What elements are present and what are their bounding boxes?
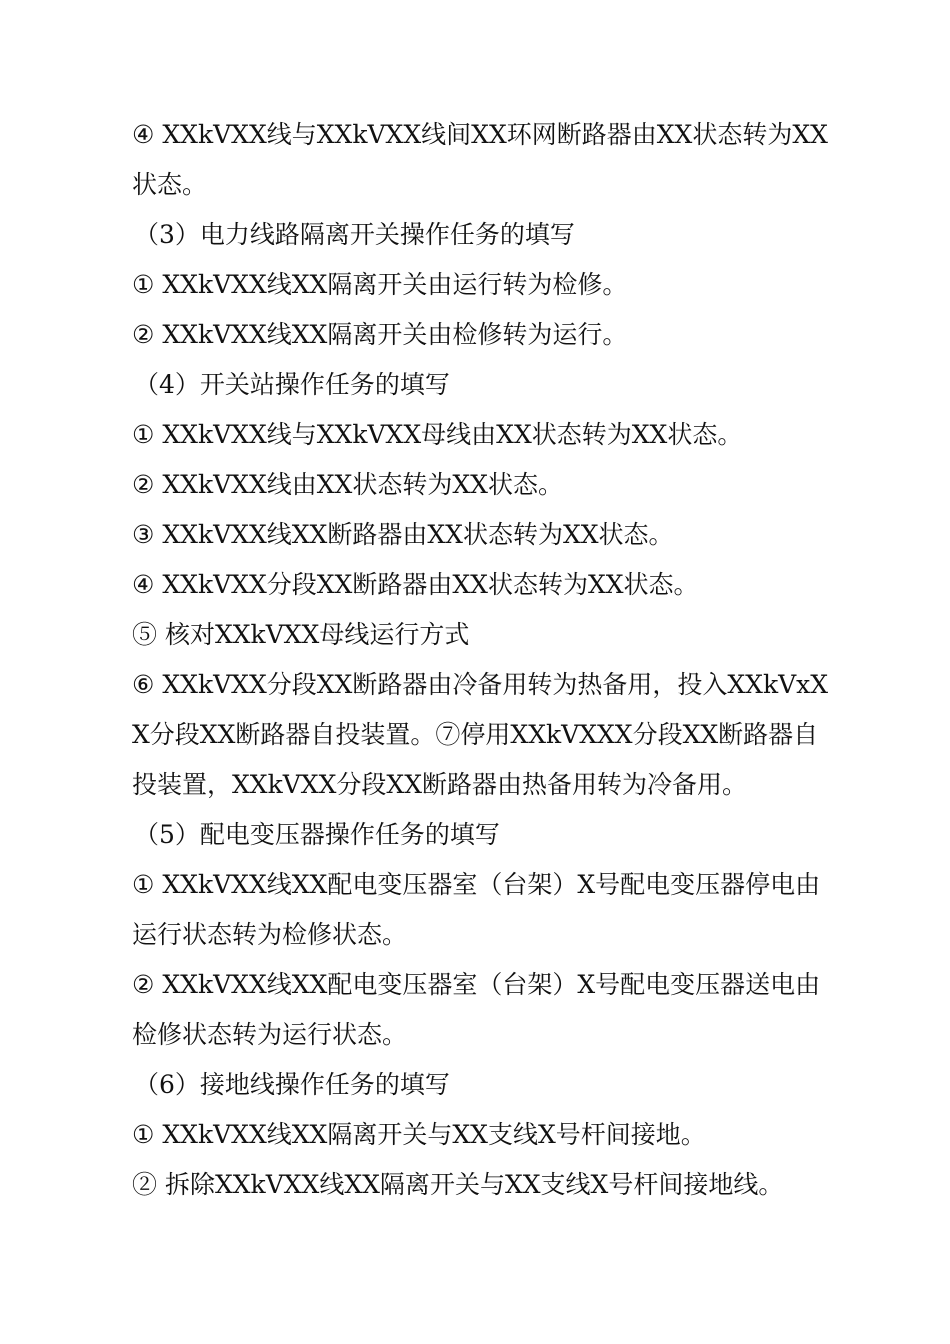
paragraph-item-4-ring-breaker: ④ XXkVXX线与XXkVXX线间XX环网断路器由XX状态转为XX状态。 — [132, 120, 828, 199]
paragraph-item-1-isolator-to-maintenance: ① XXkVXX线XX隔离开关由运行转为检修。 — [132, 270, 628, 299]
paragraph-item-1-busbar: ① XXkVXX线与XXkVXX母线由XX状态转为XX状态。 — [132, 420, 743, 449]
section-heading-6: （6）接地线操作任务的填写 — [134, 1070, 450, 1099]
paragraph-item-4-section-breaker: ④ XXkVXX分段XX断路器由XX状态转为XX状态。 — [132, 570, 699, 599]
paragraph-item-2-transformer-energize: ② XXkVXX线XX配电变压器室（台架）X号配电变压器送电由检修状态转为运行状态。 — [132, 970, 821, 1049]
paragraph-item-1-transformer-outage: ① XXkVXX线XX配电变压器室（台架）X号配电变压器停电由运行状态转为检修状态。 — [132, 870, 821, 949]
document-body — [132, 110, 832, 1210]
paragraph-item-2-line: ② XXkVXX线由XX状态转为XX状态。 — [132, 470, 563, 499]
paragraph-item-5-check-busbar: ⑤ 核对XXkVXX母线运行方式 — [132, 620, 470, 649]
section-heading-5: （5）配电变压器操作任务的填写 — [134, 820, 500, 849]
section-heading-3: （3）电力线路隔离开关操作任务的填写 — [134, 220, 575, 249]
paragraph-item-1-grounding: ① XXkVXX线XX隔离开关与XX支线X号杆间接地。 — [132, 1120, 706, 1149]
paragraph-item-6-7-auto-transfer: ⑥ XXkVXX分段XX断路器由冷备用转为热备用，投入XXkVxXX分段XX断路器自投装置。⑦停用XXkVXXX分段XX断路器自投装置，XXkVXX分段XX断路器由热备用转为冷备用。 — [132, 670, 829, 799]
paragraph-item-3-breaker: ③ XXkVXX线XX断路器由XX状态转为XX状态。 — [132, 520, 674, 549]
section-heading-4: （4）开关站操作任务的填写 — [134, 370, 450, 399]
paragraph-item-2-isolator-to-operation: ② XXkVXX线XX隔离开关由检修转为运行。 — [132, 320, 628, 349]
paragraph-item-2-remove-grounding: ② 拆除XXkVXX线XX隔离开关与XX支线X号杆间接地线。 — [132, 1170, 784, 1199]
